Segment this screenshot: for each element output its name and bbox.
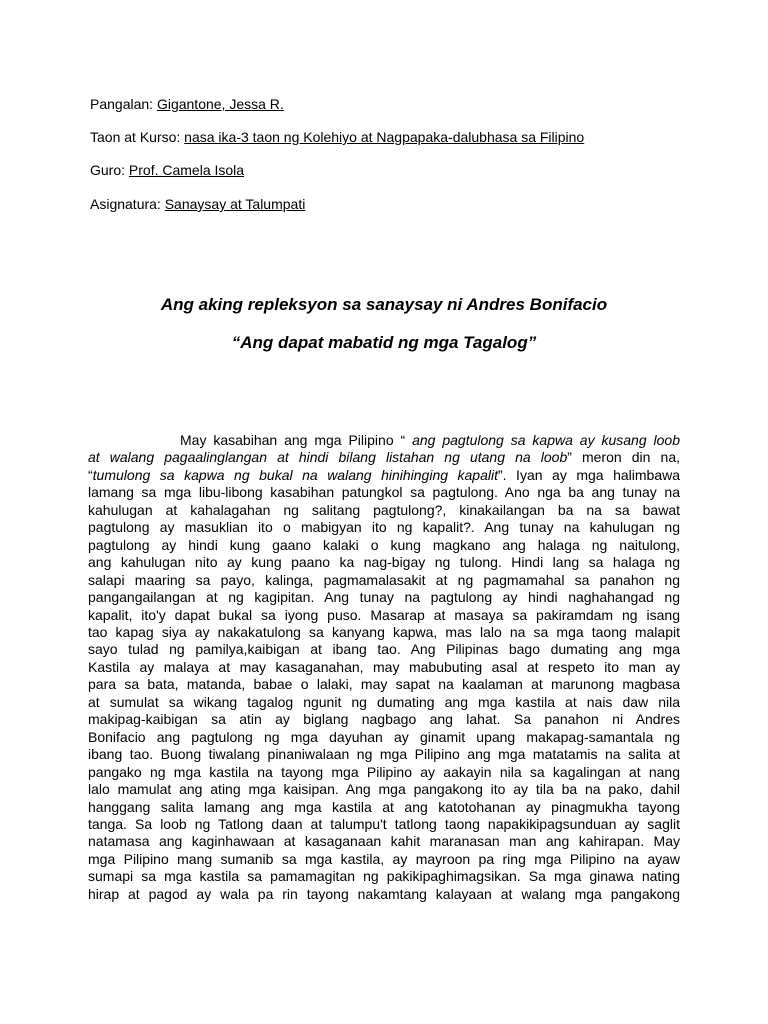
year-course-value: nasa ika-3 taon ng Kolehiyo at Nagpapaka-dalubhasa sa Filipino	[184, 129, 585, 145]
body-line: Kastila ay malaya at may kasaganahan, may mabubuting asal at respeto ito man ay	[88, 658, 680, 675]
body-line: “tumulong sa kapwa ng bukal na walang hinihinging kapalit”. Iyan ay mga halimbawa	[88, 466, 680, 483]
name-value: Gigantone, Jessa R.	[156, 96, 284, 112]
body-line: May kasabihan ang mga Pilipino “ ang pagtulong sa kapwa ay kusang loob	[180, 432, 680, 448]
subject-label: Asignatura:	[90, 196, 161, 212]
body-line: mga Pilipino mang sumanib sa mga kastila, ay mayroon pa ring mga Pilipino na ayaw	[88, 850, 680, 867]
body-line: ibang tao. Buong tiwalang pinaniwalaan ng mga Pilipino ang mga matatamis na salita at	[88, 746, 680, 763]
name-line	[90, 95, 284, 113]
body-line: tao kapag siya ay nakakatulong sa kanyang kapwa, mas lalo na sa mga taong malapit	[88, 623, 680, 640]
body-line: sayo tulad ng pamilya,kaibigan at ibang tao. Ang Pilipinas bago dumating ang mga	[88, 641, 680, 658]
body-line: pagtulong ay hindi kung gaano kalaki o kung magkano ang halaga ng naitulong,	[88, 536, 680, 553]
body-line: makipag-kaibigan sa atin ay biglang nagbago ang lahat. Sa panahon ni Andres	[88, 711, 680, 728]
body-line: pangako ng mga kastila na tayong mga Pilipino ay aakayin nila sa kagalingan at nang	[88, 763, 680, 780]
body-line: kahulugan at kahalagahan ng salitang pagtulong?, kinakailangan ba na sa bawat	[88, 501, 680, 518]
name-label: Pangalan:	[90, 96, 154, 112]
essay-title: Ang aking repleksyon sa sanaysay ni Andres Bonifacio	[160, 295, 608, 314]
body-line: hirap at pagod ay wala pa rin tayong nakamtang kalayaan at walang mga pangakong	[88, 885, 680, 902]
body-line: pangangailangan at ng kagipitan. Ang tunay na pagtulong ay hindi naghahangad ng	[88, 589, 680, 606]
body-line: sumapi sa mga kastila sa pamamagitan ng pakikipaghimagsikan. Sa mga ginawa nating	[88, 868, 680, 885]
body-line: at walang pagaalinglangan at hindi bilang listahan ng utang na loob” meron din na,	[88, 449, 680, 466]
body-line: ang kahulugan nito ay kung paano ka nag-bigay ng tulong. Hindi lang sa halaga ng	[88, 554, 680, 571]
body-line: lalo mamulat ang ating mga kaisipan. Ang mga pangakong ito ay tila ba na pako, dahil	[88, 781, 680, 798]
body-line: salapi maaring sa payo, kalinga, pagmamalasakit at ng pagmamahal sa panahon ng	[88, 571, 680, 588]
body-line: pagtulong ay masuklian ito o mabigyan ito ng kapalit?. Ang tunay na kahulugan ng	[88, 519, 680, 536]
body-line: natamasa ang kaginhawaan at kasaganaan kahit maranasan man ang kahirapan. May	[88, 833, 680, 850]
teacher-line	[90, 161, 244, 179]
body-line: hanggang salita lamang ang mga kastila at ang katotohanan ay pinagmukha tayong	[88, 798, 680, 815]
year-course-label: Taon at Kurso:	[90, 129, 181, 145]
body-line: lamang sa mga libu-libong kasabihan patungkol sa pagtulong. Ano nga ba ang tunay na	[88, 484, 680, 501]
teacher-value: Prof. Camela Isola	[128, 162, 245, 178]
year-course-line	[90, 128, 584, 146]
essay-body	[88, 432, 680, 903]
body-line: Bonifacio ang pagtulong ng mga dayuhan ay ginamit upang makapag-samantala ng	[88, 728, 680, 745]
body-line: tanga. Sa loob ng Tatlong daan at talumpu't tatlong taong napakikipagsunduan ay saglit	[88, 815, 680, 832]
essay-subtitle: “Ang dapat mabatid ng mga Tagalog”	[231, 333, 537, 352]
body-line: kapalit, ito'y dapat bukal sa iyong puso. Masarap at masaya sa pakiramdam ng isang	[88, 606, 680, 623]
body-line: para sa bata, matanda, babae o lalaki, may sapat na kaalaman at marunong magbasa	[88, 676, 680, 693]
body-line: at sumulat sa wikang tagalog ngunit ng dumating ang mga kastila at nais daw nila	[88, 693, 680, 710]
subject-line	[90, 195, 305, 213]
subject-value: Sanaysay at Talumpati	[164, 196, 306, 212]
teacher-label: Guro:	[90, 162, 126, 178]
